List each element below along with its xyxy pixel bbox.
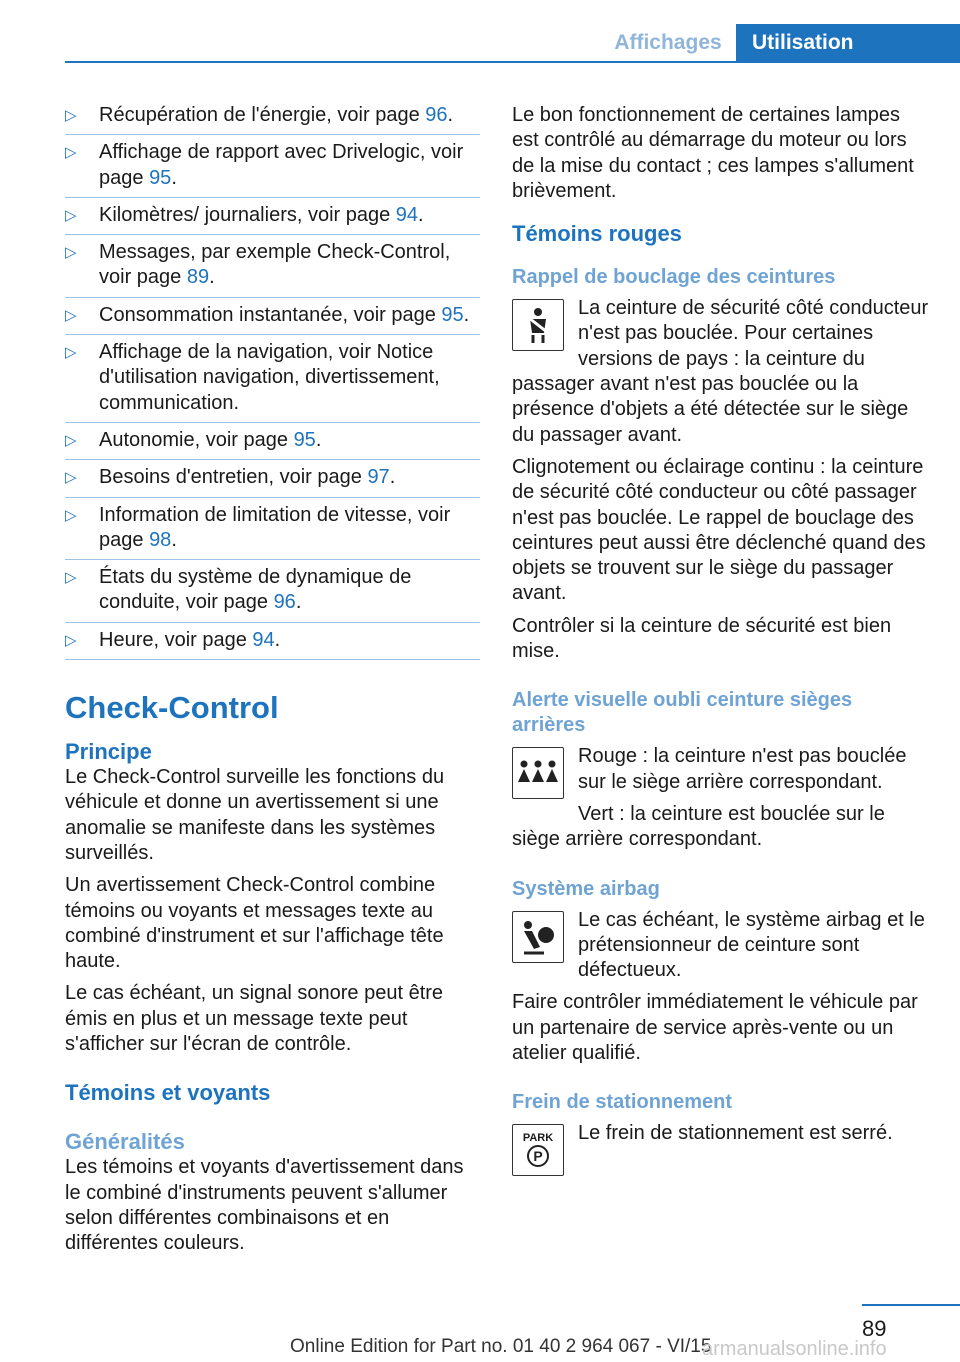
page-link[interactable]: 89	[186, 266, 210, 289]
paragraph: Un avertissement Check-Control combine témoins ou voyants et messages texte au combiné d'instrument et sur l'affichage tête haute.	[65, 874, 444, 973]
airbag-icon	[512, 911, 564, 963]
page-link[interactable]: 96	[425, 104, 448, 126]
list-item-punct: .	[171, 166, 177, 189]
paragraph: Le frein de stationnement est serré.	[578, 1122, 893, 1145]
list-item-punct: .	[171, 528, 177, 551]
page-link[interactable]: 97	[367, 466, 390, 489]
page-link[interactable]: 95	[149, 166, 172, 189]
bullet-triangle-icon: ▷	[65, 344, 77, 362]
paragraph: La ceinture de sécurité côté conducteur n'est pas bouclée. Pour certaines versions de pays : la ceinture du passager avant n'est pas bouclée ou la présence d'objets a été détectée sur le siège du passager avant.	[512, 297, 929, 446]
bullet-triangle-icon: ▷	[65, 206, 77, 224]
list-item-punct: .	[274, 628, 281, 651]
display-list	[65, 103, 480, 660]
rear-seatbelts-icon	[512, 747, 564, 799]
bullet-triangle-icon: ▷	[65, 144, 77, 162]
edition-note: Online Edition for Part no. 01 40 2 964 067 - VI/15	[290, 1336, 712, 1357]
list-item-punct: .	[389, 466, 396, 489]
page-link[interactable]: 96	[273, 591, 296, 614]
list-item-text: Récupération de l'énergie, voir page	[99, 104, 426, 126]
paragraph: Contrôler si la ceinture de sécurité est bien mise.	[512, 614, 892, 663]
list-item-text: Consommation instantanée, voir page	[99, 303, 442, 326]
list-item-text: Kilomètres/ journaliers, voir page	[99, 203, 396, 226]
list-item	[65, 140, 480, 198]
list-item-text: Information de limitation de vitesse, voir page	[99, 503, 451, 551]
list-item-punct: .	[295, 591, 302, 614]
park-label: PARK	[522, 1132, 554, 1145]
list-item-text: Affichage de rapport avec Drivelogic, voir page	[99, 141, 464, 189]
park-block	[512, 1121, 930, 1165]
footer-rule	[862, 1304, 960, 1306]
page-link[interactable]: 94	[252, 628, 275, 651]
list-item-text: Affichage de la navigation, voir Notice d'utilisation navigation, divertissement, communication.	[99, 341, 440, 414]
bullet-triangle-icon: ▷	[65, 506, 77, 524]
paragraph: Les témoins et voyants d'avertissement dans le combiné d'instruments peuvent s'allumer selon différentes combinaisons et en différentes couleurs.	[65, 1156, 464, 1255]
bullet-triangle-icon: ▷	[65, 569, 77, 587]
subsection-title-ceinture: Rappel de bouclage des ceintures	[512, 266, 836, 289]
bullet-triangle-icon: ▷	[65, 431, 77, 449]
paragraph: Vert : la ceinture est bouclée sur le siège arrière correspondant.	[512, 802, 885, 851]
list-item-punct: .	[447, 104, 454, 126]
list-item-text: États du système de dynamique de conduite, voir page	[99, 566, 412, 614]
list-item-text: Besoins d'entretien, voir page	[99, 466, 368, 489]
parking-brake-icon	[512, 1124, 564, 1176]
bullet-triangle-icon: ▷	[65, 631, 77, 649]
paragraph: Rouge : la ceinture n'est pas bouclée sur le siège arrière correspondant.	[578, 745, 907, 793]
rear-belts-block	[512, 744, 930, 852]
paragraph: Le cas échéant, un signal sonore peut être émis en plus et un message texte peut s'afficher sur l'écran de contrôle.	[65, 982, 444, 1056]
page-link[interactable]: 95	[293, 428, 316, 451]
paragraph: Faire contrôler immédiatement le véhicule par un partenaire de service après-vente ou un atelier qualifié.	[512, 991, 918, 1065]
subsection-title-frein: Frein de stationnement	[512, 1091, 733, 1114]
list-item-punct: .	[463, 303, 470, 326]
list-item	[65, 428, 480, 460]
airbag-block	[512, 908, 930, 984]
list-item	[65, 628, 480, 660]
list-item-text: Autonomie, voir page	[99, 428, 294, 451]
list-item	[65, 503, 480, 561]
paragraph: Le cas échéant, le système airbag et le prétensionneur de ceinture sont défectueux.	[578, 908, 925, 982]
list-item-text: Heure, voir page	[99, 628, 253, 651]
seatbelt-warning-icon	[512, 299, 564, 351]
subsection-title-airbag: Système airbag	[512, 877, 660, 900]
list-item	[65, 103, 480, 135]
bullet-triangle-icon: ▷	[65, 244, 77, 262]
right-column	[512, 103, 930, 1180]
subsection-title-alerte: Alerte visuelle oubli ceinture sièges arrières	[512, 689, 853, 737]
list-item	[65, 340, 480, 423]
header-rule	[65, 61, 960, 63]
subsection-title-temoins: Témoins et voyants	[65, 1080, 271, 1106]
left-column	[65, 103, 480, 1264]
watermark: armanualsonline.info	[702, 1338, 887, 1360]
subsection-title-rouges: Témoins rouges	[512, 221, 682, 247]
tab-utilisation[interactable]: Utilisation	[736, 24, 960, 61]
paragraph: Clignotement ou éclairage continu : la ceinture de sécurité côté conducteur ou côté passager n'est pas bouclée. Le rappel de bouclage des ceintures peut aussi être déclenché quand des objets se trouvent sur le siège du passager avant.	[512, 455, 926, 605]
list-item	[65, 465, 480, 497]
page-link[interactable]: 95	[441, 303, 464, 326]
list-item-punct: .	[209, 266, 215, 289]
list-item	[65, 203, 480, 235]
paragraph: Le Check-Control surveille les fonctions du véhicule et donne un avertissement si une anomalie se manifeste dans les systèmes surveillés.	[65, 766, 445, 864]
page-link[interactable]: 98	[149, 528, 172, 551]
page-number: 89	[862, 1316, 887, 1341]
bullet-triangle-icon: ▷	[65, 306, 77, 324]
subsection-title-principe: Principe	[65, 739, 152, 765]
list-item-punct: .	[418, 203, 424, 226]
seatbelt-block	[512, 296, 930, 448]
list-item	[65, 303, 480, 335]
bullet-triangle-icon: ▷	[65, 469, 77, 487]
list-item-punct: .	[315, 428, 322, 451]
subsection-title-generalites: Généralités	[65, 1129, 185, 1155]
list-item	[65, 565, 480, 623]
section-title-check-control: Check-Control	[65, 690, 279, 726]
svg-text:P: P	[533, 1148, 543, 1165]
paragraph: Le bon fonctionnement de certaines lampes est contrôlé au démarrage du moteur ou lors de la mise du contact ; ces lampes s'allument brièvement.	[512, 104, 914, 202]
page-link[interactable]: 94	[395, 203, 419, 226]
list-item	[65, 240, 480, 298]
bullet-triangle-icon: ▷	[65, 107, 77, 124]
list-item-text: Messages, par exemple Check-Control, voir page	[99, 241, 451, 289]
tab-affichages[interactable]: Affichages	[614, 31, 722, 54]
